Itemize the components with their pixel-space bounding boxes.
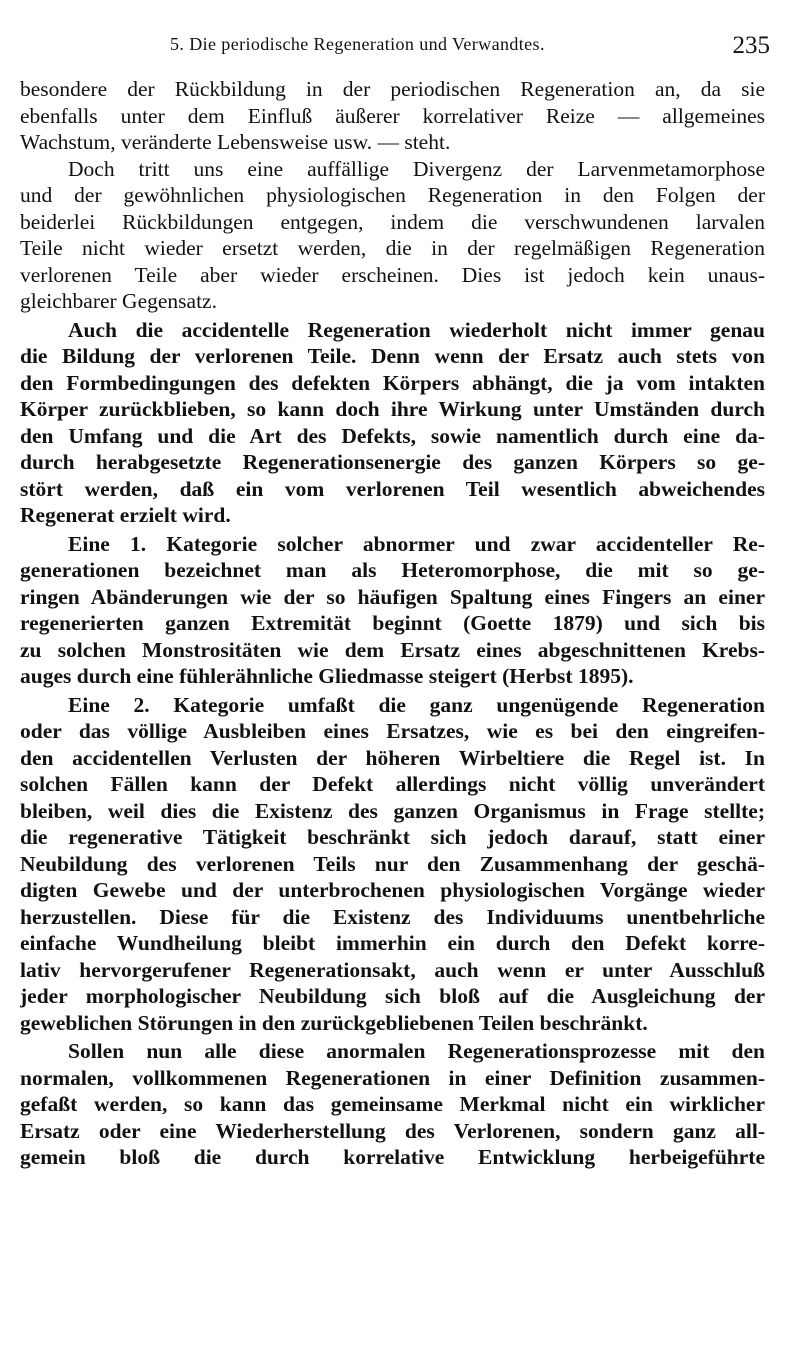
text-line: Doch tritt uns eine auffällige Divergenz der Larvenmetamorphose [68, 156, 765, 181]
text-line: Eine 1. Kategorie solcher abnormer und zwar accidenteller Re- [68, 531, 765, 556]
text-line: regenerierten ganzen Extremität beginnt (Goette 1879) und sich bis [20, 611, 765, 635]
paragraph [20, 317, 765, 529]
paragraph [20, 76, 765, 156]
text-line: beiderlei Rückbildungen entgegen, indem die verschwundenen larvalen [20, 209, 765, 234]
text-line: Sollen nun alle diese anormalen Regenerationsprozesse mit den [68, 1039, 765, 1063]
text-line: den Formbedingungen des defekten Körpers abhängt, die ja vom intakten [20, 370, 765, 395]
text-line: normalen, vollkommenen Regenerationen in einer Definition zusammen- [20, 1065, 765, 1090]
text-line: ringen Abänderungen wie der so häufigen Spaltung eines Fingers an einer [20, 584, 765, 609]
text-line: Auch die accidentelle Regeneration wiederholt nicht immer genau [68, 317, 765, 342]
text-line: verlorenen Teile aber wieder erscheinen. Dies ist jedoch kein unaus- [20, 262, 765, 287]
running-head [20, 30, 770, 64]
text-line: gleichbarer Gegensatz. [20, 289, 217, 313]
body-text [20, 76, 765, 1171]
text-line: ebenfalls unter dem Einfluß äußerer korrelativer Reize — allgemeines [20, 103, 765, 128]
paragraph [20, 156, 765, 315]
text-line: und der gewöhnlichen physiologischen Regeneration in den Folgen der [20, 183, 765, 207]
text-line: den Umfang und die Art des Defekts, sowie namentlich durch eine da- [20, 423, 765, 448]
paragraph [20, 1038, 765, 1171]
text-line: Teile nicht wieder ersetzt werden, die in der regelmäßigen Regeneration [20, 236, 765, 260]
text-line: geweblichen Störungen in den zurückgebliebenen Teilen beschränkt. [20, 1010, 648, 1035]
text-line: Ersatz oder eine Wiederherstellung des Verlorenen, sondern ganz all- [20, 1118, 765, 1143]
text-line: zu solchen Monstrositäten wie dem Ersatz eines abgeschnittenen Krebs- [20, 637, 765, 662]
text-line: besondere der Rückbildung in der periodischen Regeneration an, da sie [20, 77, 765, 101]
text-line: lativ hervorgerufener Regenerationsakt, auch wenn er unter Ausschluß [20, 957, 765, 982]
text-line: herzustellen. Diese für die Existenz des Individuums unentbehrliche [20, 904, 765, 929]
text-line: gefaßt werden, so kann das gemeinsame Merkmal nicht ein wirklicher [20, 1092, 765, 1116]
text-line: Regenerat erzielt wird. [20, 503, 231, 527]
running-title: 5. Die periodische Regeneration und Verwandtes. [170, 34, 545, 54]
text-line: solchen Fällen kann der Defekt allerdings nicht völlig unverändert [20, 772, 765, 796]
page-number: 235 [732, 32, 770, 59]
text-line: oder das völlige Ausbleiben eines Ersatzes, wie es bei den eingreifen- [20, 719, 765, 743]
text-line: digten Gewebe und der unterbrochenen physiologischen Vorgänge wieder [20, 878, 765, 902]
text-line: bleiben, weil dies die Existenz des ganzen Organismus in Frage stellte; [20, 798, 765, 823]
text-line: generationen bezeichnet man als Heteromorphose, die mit so ge- [20, 558, 765, 582]
text-line: Eine 2. Kategorie umfaßt die ganz ungenügende Regeneration [68, 692, 765, 717]
text-line: auges durch eine fühlerähnliche Gliedmasse steigert (Herbst 1895). [20, 664, 634, 688]
text-line: gemein bloß die durch korrelative Entwicklung herbeigeführte [20, 1145, 765, 1169]
text-line: stört werden, daß ein vom verlorenen Teil wesentlich abweichendes [20, 476, 765, 501]
text-line: Neubildung des verlorenen Teils nur den Zusammenhang der geschä- [20, 851, 765, 876]
text-line: die regenerative Tätigkeit beschränkt sich jedoch darauf, statt einer [20, 825, 765, 849]
text-line: Wachstum, veränderte Lebensweise usw. — steht. [20, 130, 451, 154]
text-line: einfache Wundheilung bleibt immerhin ein durch den Defekt korre- [20, 931, 765, 955]
text-line: die Bildung der verlorenen Teile. Denn wenn der Ersatz auch stets von [20, 344, 765, 368]
text-line: den accidentellen Verlusten der höheren Wirbeltiere die Regel ist. In [20, 745, 765, 770]
paragraph [20, 692, 765, 1037]
text-line: jeder morphologischer Neubildung sich bloß auf die Ausgleichung der [20, 984, 765, 1008]
paragraph [20, 531, 765, 690]
text-line: Körper zurückblieben, so kann doch ihre Wirkung unter Umständen durch [20, 397, 765, 421]
text-line: durch herabgesetzte Regenerationsenergie des ganzen Körpers so ge- [20, 450, 765, 474]
